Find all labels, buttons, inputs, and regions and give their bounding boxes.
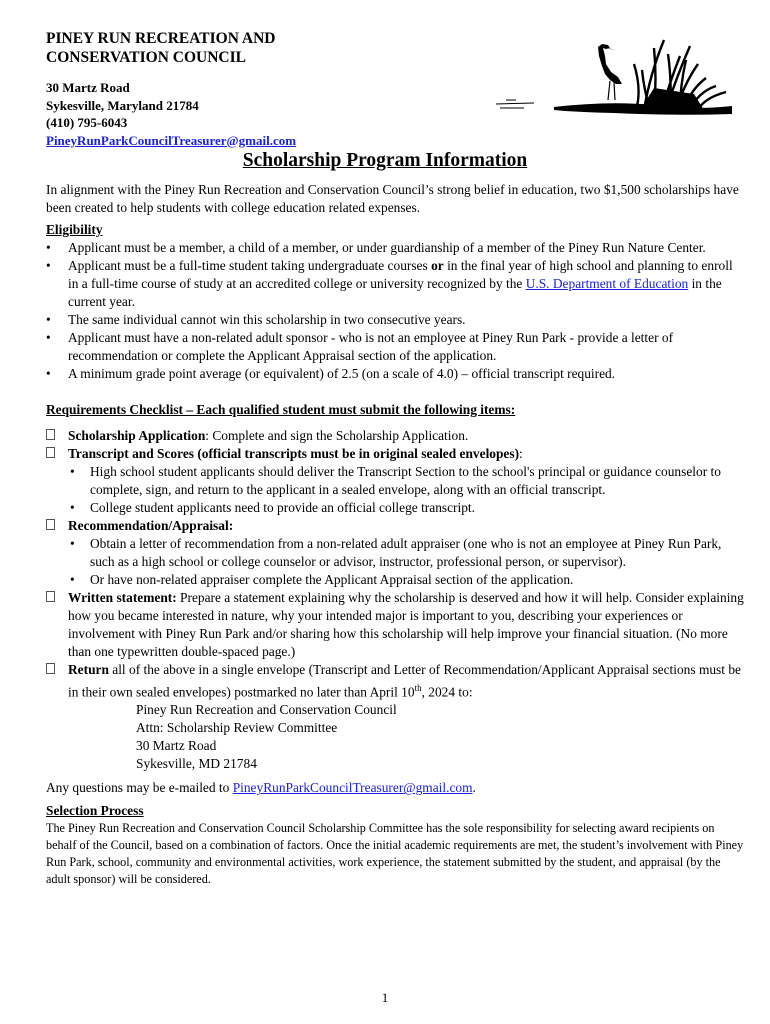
- checkbox-icon: [46, 663, 55, 674]
- eligibility-item: • A minimum grade point average (or equivalent) of 2.5 (on a scale of 4.0) – official transcript required.: [46, 365, 746, 383]
- checkbox-icon: [46, 591, 55, 602]
- transcript-sublist: [46, 463, 746, 517]
- page-title: Scholarship Program Information: [242, 150, 528, 171]
- address-city: Sykesville, Maryland 21784: [46, 97, 199, 113]
- checklist-item-application: Scholarship Application: Complete and sign the Scholarship Application.: [46, 427, 746, 445]
- checklist-item-recommendation: Recommendation/Appraisal:: [46, 517, 746, 535]
- selection-heading: Selection Process: [46, 803, 144, 819]
- phone-number: (410) 795-6043: [46, 115, 128, 130]
- eligibility-heading: Eligibility: [46, 222, 103, 237]
- sublist-item: • College student applicants need to provide an official college transcript.: [68, 499, 746, 517]
- eligibility-list: [46, 239, 746, 383]
- recommendation-sublist: [46, 535, 746, 589]
- eligibility-item: • Applicant must be a full-time student taking undergraduate courses or in the final year of high school and planning to enroll in a full-time course of study at an accredited college or university recognized by the U.S. Department of Education in the current year.: [46, 257, 746, 311]
- organization-address: [46, 79, 296, 149]
- selection-paragraph: The Piney Run Recreation and Conservation Council Scholarship Committee has the sole responsibility for selecting award recipients on behalf of the Council, based on a combination of factors. Once the initial academic requirements are met, the student’s involvement with Piney Run Park, school, community and environmental activities, work experience, the statement submitted by the student, and appraisal (by the adult sponsor) will be considered.: [46, 821, 744, 887]
- sublist-item: • High school student applicants should deliver the Transcript Section to the school's principal or guidance counselor to complete, sign, and return to the applicant in a sealed envelope, along with an official transcript.: [68, 463, 746, 499]
- checkbox-icon: [46, 519, 55, 530]
- return-address: Piney Run Recreation and Conservation Council Attn: Scholarship Review Committee 30 Martz Road Sykesville, MD 21784: [136, 702, 397, 772]
- checklist-item-transcript: Transcript and Scores (official transcripts must be in original sealed envelopes):: [46, 445, 746, 463]
- organization-name: [46, 29, 276, 67]
- eligibility-item: • Applicant must be a member, a child of a member, or under guardianship of a member of the Piney Run Nature Center.: [46, 239, 746, 257]
- checkbox-icon: [46, 429, 55, 440]
- checklist-item-statement: Written statement: Prepare a statement explaining why the scholarship is deserved and how it will help. Consider explaining how you became interested in nature, why your intended major is important to you, describing your experiences or involvement with Piney Run Park and/or sharing how this scholarship will help improve your financial situation. (No more than one typewritten double-spaced page.): [46, 589, 746, 661]
- checkbox-icon: [46, 447, 55, 458]
- questions-email-link[interactable]: PineyRunParkCouncilTreasurer@gmail.com: [232, 780, 473, 796]
- org-name-line2: CONSERVATION COUNCIL: [46, 49, 246, 66]
- heron-in-reeds-icon: [494, 34, 734, 116]
- address-street: 30 Martz Road: [46, 80, 130, 95]
- treasurer-email-link[interactable]: PineyRunParkCouncilTreasurer@gmail.com: [46, 132, 297, 148]
- eligibility-item: • The same individual cannot win this scholarship in two consecutive years.: [46, 311, 746, 329]
- intro-paragraph: In alignment with the Piney Run Recreation and Conservation Council’s strong belief in education, two $1,500 scholarships have been created to help students with college education related expenses.: [46, 182, 739, 215]
- org-name-line1: PINEY RUN RECREATION AND: [46, 30, 276, 47]
- page-number: 1: [381, 990, 389, 1005]
- checklist-item-return: Return all of the above in a single envelope (Transcript and Letter of Recommendation/Applicant Appraisal sections must be in their own sealed envelopes) postmarked no later than April 10th, 2024 to:: [46, 661, 746, 701]
- eligibility-item: • Applicant must have a non-related adult sponsor - who is not an employee at Piney Run Park - provide a letter of recommendation or complete the Applicant Appraisal section of the application.: [46, 329, 746, 365]
- questions-line: Any questions may be e-mailed to PineyRunParkCouncilTreasurer@gmail.com.: [46, 780, 476, 796]
- sublist-item: • Or have non-related appraiser complete the Applicant Appraisal section of the application.: [68, 571, 746, 589]
- requirements-heading: Requirements Checklist – Each qualified student must submit the following items:: [46, 402, 516, 417]
- department-of-education-link[interactable]: U.S. Department of Education: [525, 276, 689, 291]
- document-body: [46, 181, 746, 888]
- sublist-item: • Obtain a letter of recommendation from a non-related adult appraiser (one who is not an employee at Piney Run Park, such as a high school or college counselor or advisor, instructor, professional person, or supervisor).: [68, 535, 746, 571]
